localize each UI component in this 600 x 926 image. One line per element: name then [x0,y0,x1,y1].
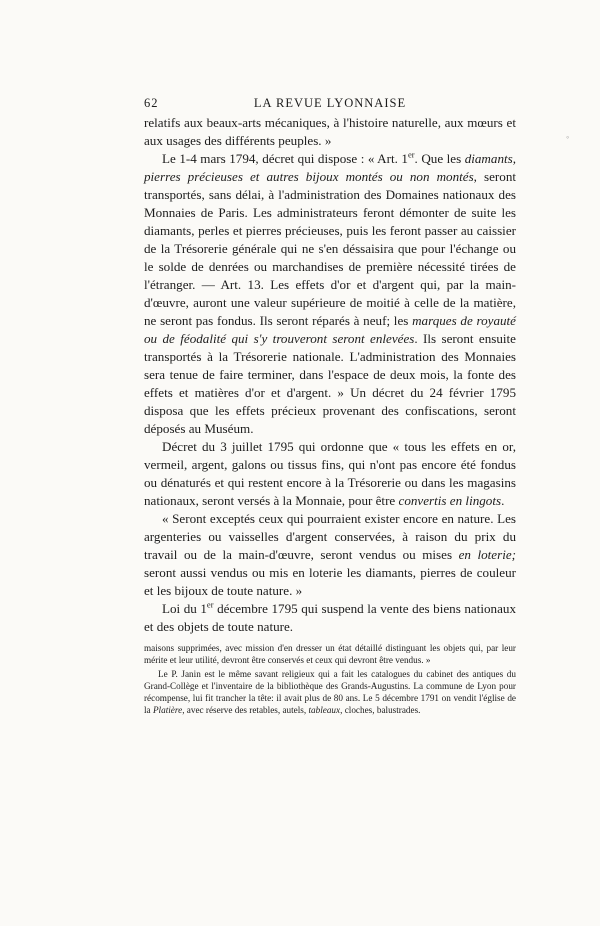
paragraph [144,150,516,438]
paragraph [144,114,516,150]
text-segment: « Seront exceptés ceux qui pourraient exister encore en nature. Les argenteries ou vaisselles d'argent conservées, à raison du prix du travail ou de la main-d'œuvre, seront vendus ou mises [144,511,516,562]
text-segment: maisons supprimées, avec mission d'en dresser un état détaillé distinguant les objets qui, par leur mérite et leur utilité, devront être conservés et ceux qui devront être vendus. » [144,643,516,665]
text-segment: . [501,493,505,508]
margin-speck: ◦ [566,132,570,142]
text-segment: Loi du 1 [162,601,207,616]
italic-text: diamants, pierres précieuses et autres bijoux montés ou non montés [144,151,516,184]
text-segment: Le 1-4 mars 1794, décret qui dispose : « Art. 1 [162,151,408,166]
main-text [144,114,516,636]
italic-text: en loterie; [458,547,517,562]
paragraph [144,438,516,510]
italic-text: tableaux [308,705,341,715]
superscript: er [206,599,214,610]
superscript: er [407,149,415,160]
italic-text: Platière [152,705,183,715]
running-title: LA REVUE LYONNAISE [253,96,407,110]
footnotes [144,642,516,716]
text-segment: Le P. Janin est le même savant religieux qui a fait les catalogues du cabinet des antiques du Grand-Collège et l'inventaire de la bibliothèque des Grands-Augustins. La commune de Lyon pour récompense, lui fit trancher la tête: il avait plus de 80 ans. Le 5 décembre 1791 on vendit l'église de la [144,669,516,715]
text-segment: Décret du 3 juillet 1795 qui ordonne que « tous les effets en or, vermeil, argent, galons ou tissus fins, qui n'ont pas encore été fondus ou dénaturés et qui restent encore à la Trésorerie ou dans les magasins nationaux, seront versés à la Monnaie, pour être [144,439,516,508]
text-segment: , cloches, balustrades. [340,705,421,715]
page-number: 62 [144,96,159,110]
text-segment: seront aussi vendus ou mis en loterie les diamants, pierres de couleur et les bijoux de toute nature. » [144,565,516,598]
paragraph [144,510,516,600]
running-header [144,96,516,114]
text-segment: . Ils seront ensuite transportés à la Trésorerie nationale. L'administration des Monnaies sera tenue de faire terminer, dans l'espace de deux mois, la fonte des effets et matières d'or et d'argent. » Un décret du 24 février 1795 disposa que les effets précieux provenant des confiscations, seront déposés au Muséum. [144,331,516,436]
footnote [144,642,516,666]
footnote [144,668,516,716]
text-segment: , seront transportés, sans délai, à l'administration des Domaines nationaux des Monnaies de Paris. Les administrateurs feront démonter de suite les diamants, perles et pierres précieuses, puis les feront passer au caissier de la Trésorerie générale qui ne s'en déssaisira que pour l'échange ou le solde de denrées ou marchandises de première nécessité tirées de l'étranger. — Art. 13. Les effets d'or et d'argent qui, par la main-d'œuvre, auront une valeur supérieure de moitié à celle de la matière, ne seront pas fondus. Ils seront réparés à neuf; les [144,169,516,328]
text-segment: décembre 1795 qui suspend la vente des biens nationaux et des objets de toute nature. [144,601,516,634]
text-segment: , avec réserve des retables, autels, [182,705,309,715]
book-page [144,96,516,716]
italic-text: convertis en lingots [398,493,502,508]
paragraph [144,600,516,636]
text-segment: . Que les [414,151,465,166]
text-segment: relatifs aux beaux-arts mécaniques, à l'histoire naturelle, aux mœurs et aux usages des différents peuples. » [144,115,516,148]
italic-text: marques de royauté ou de féodalité qui s'y trouveront seront enlevées [144,313,516,346]
